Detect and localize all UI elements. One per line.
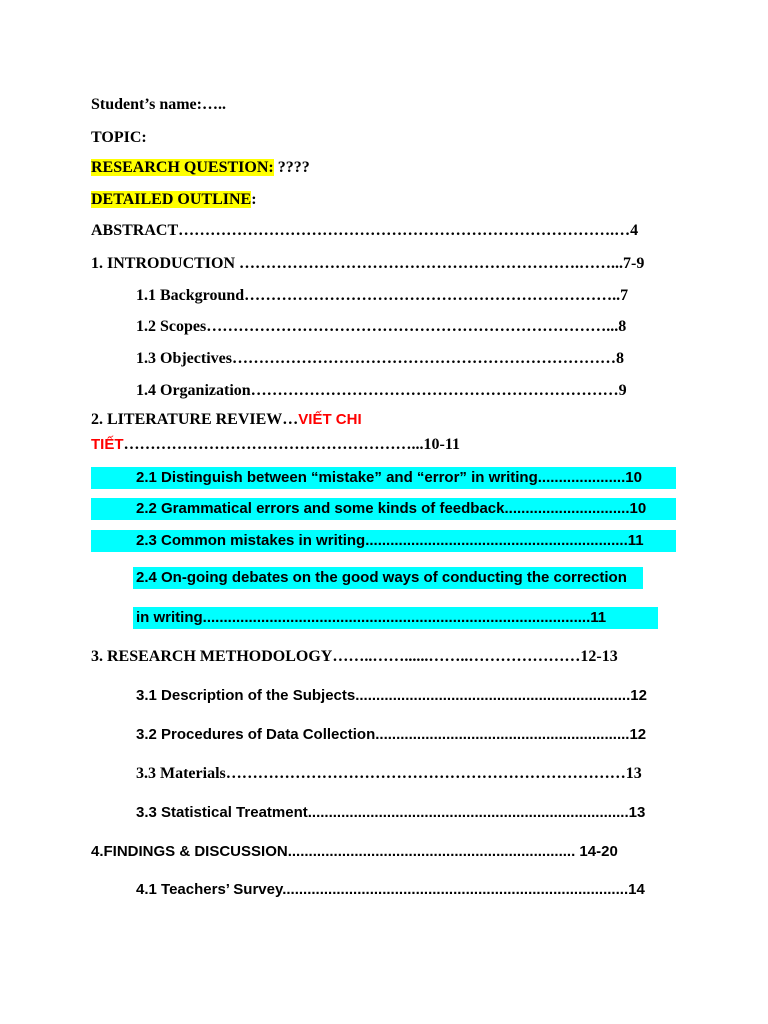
research-question-label: RESEARCH QUESTION: (91, 159, 274, 176)
outline-research-methodology: 3. RESEARCH METHODOLOGY……..……......……..…………………12-13 (91, 648, 618, 665)
detailed-outline-label: DETAILED OUTLINE (91, 191, 252, 208)
outline-distinguish-mistake-error: 2.1 Distinguish between “mistake” and “error” in writing.....................10 (91, 467, 676, 489)
outline-ongoing-debates-line1: 2.4 On-going debates on the good ways of conducting the correction (133, 567, 643, 589)
outline-statistical-treatment: 3.3 Statistical Treatment.............................................................................13 (136, 804, 646, 821)
outline-teachers-survey: 4.1 Teachers’ Survey...................................................................................14 (136, 881, 645, 898)
detailed-outline-colon: : (251, 191, 257, 208)
outline-findings-discussion: 4.FINDINGS & DISCUSSION..................................................................... 14-20 (91, 843, 618, 860)
outline-organization: 1.4 Organization……………………………………………………………9 (136, 382, 627, 399)
literature-review-red-note: VIẾT CHI (298, 411, 362, 428)
outline-literature-review-line2 (91, 435, 460, 455)
outline-subjects: 3.1 Description of the Subjects..................................................................12 (136, 687, 647, 704)
outline-common-mistakes: 2.3 Common mistakes in writing...............................................................11 (91, 530, 676, 552)
literature-review-suffix: ………………………………………………...10-11 (123, 436, 460, 453)
literature-review-red-note-2: TIẾT (91, 436, 124, 453)
outline-materials: 3.3 Materials…………………………………………………………………13 (136, 765, 642, 782)
student-name-line: Student’s name:….. (91, 96, 226, 113)
research-question-line (91, 158, 310, 178)
outline-procedures: 3.2 Procedures of Data Collection.............................................................12 (136, 726, 647, 743)
outline-grammatical-errors: 2.2 Grammatical errors and some kinds of feedback..............................10 (91, 498, 676, 520)
detailed-outline-line (91, 190, 257, 210)
outline-introduction: 1. INTRODUCTION ……………………………………………………….……...7-9 (91, 255, 645, 272)
outline-objectives: 1.3 Objectives………………………………………………………………8 (136, 350, 624, 367)
literature-review-prefix: 2. LITERATURE REVIEW… (91, 411, 299, 428)
outline-ongoing-debates-line2: in writing.............................................................................................11 (133, 607, 658, 629)
outline-abstract: ABSTRACT……………………………………………………………………….…4 (91, 222, 639, 239)
outline-scopes: 1.2 Scopes…………………………………………………………………...8 (136, 318, 627, 335)
topic-line: TOPIC: (91, 129, 147, 146)
research-question-value: ???? (273, 159, 310, 176)
outline-background: 1.1 Background……………………………………………………………..7 (136, 287, 629, 304)
outline-literature-review-line1 (91, 410, 362, 430)
